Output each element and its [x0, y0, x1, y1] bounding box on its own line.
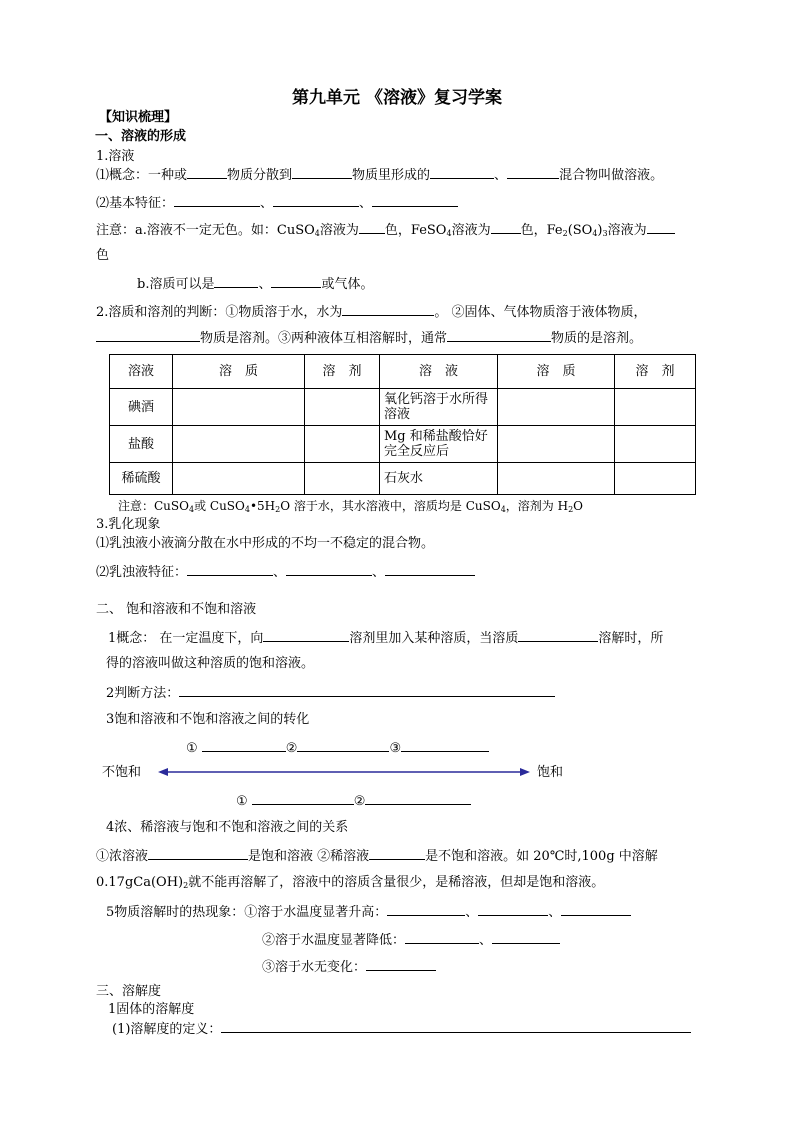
subscript: 4: [188, 505, 195, 514]
page-title: 第九单元 《溶液》复习学案: [292, 88, 502, 108]
table-cell-solution: 氧化钙溶于水所得溶液: [380, 389, 498, 426]
subscript: 4: [500, 505, 506, 514]
blank[interactable]: [263, 629, 349, 642]
section1-heading: 一、溶液的形成: [95, 129, 187, 144]
circled-number: ②: [285, 741, 298, 756]
table-cell-solution: 石灰水: [380, 463, 498, 495]
concept-text: 1概念： 在一定温度下，向: [108, 631, 264, 646]
note-text: 溶液为: [319, 223, 359, 238]
table-header: 溶 液: [380, 355, 498, 389]
emulsion-def: ⑴乳浊液小液滴分散在水中形成的不均一不稳定的混合物。: [96, 536, 435, 551]
note2-text: ，溶剂为 H: [505, 499, 569, 513]
blank[interactable]: [96, 329, 200, 342]
blank[interactable]: [518, 629, 598, 642]
blank[interactable]: [366, 958, 436, 971]
concept-text-a: ⑴概念：一种或: [96, 168, 188, 183]
blank[interactable]: [430, 166, 494, 179]
separator: 、: [372, 565, 386, 580]
table-cell-blank[interactable]: [498, 426, 615, 463]
blank[interactable]: [187, 166, 227, 179]
convert-bottom: [236, 792, 471, 810]
blank[interactable]: [385, 563, 475, 576]
table-cell-blank[interactable]: [305, 463, 380, 495]
table-cell-blank[interactable]: [615, 426, 696, 463]
table-cell-solution: 盐酸: [110, 426, 173, 463]
subscript: 4: [592, 229, 598, 238]
table-header-row: [110, 355, 696, 389]
blank[interactable]: [405, 931, 479, 944]
blank[interactable]: [372, 194, 458, 207]
features-line: [96, 194, 458, 212]
blank[interactable]: [273, 194, 359, 207]
separator: 、: [465, 905, 479, 920]
separator: 、: [273, 565, 287, 580]
blank[interactable]: [214, 275, 258, 288]
blank[interactable]: [148, 847, 248, 860]
relation-heading: 4浓、稀溶液与饱和不饱和溶液之间的关系: [106, 820, 349, 835]
judge-text: 。 ②固体、气体物质溶于液体物质，: [434, 305, 647, 320]
table-row: [110, 426, 696, 463]
blank[interactable]: [492, 931, 560, 944]
table-cell-blank[interactable]: [305, 389, 380, 426]
double-arrow-icon: [158, 766, 530, 778]
subscript: 2: [568, 505, 574, 514]
note2-text: O 溶于水，其水溶液中，溶质均是 CuSO: [280, 499, 501, 513]
heat-line-3: [262, 958, 436, 976]
subscript: 4: [314, 229, 320, 238]
blank[interactable]: [297, 739, 389, 752]
convert-top: [186, 739, 489, 757]
table-cell-blank[interactable]: [173, 463, 305, 495]
note-cuso4: [118, 498, 583, 518]
heat-line-1: [106, 903, 631, 921]
blank[interactable]: [647, 221, 675, 234]
features-label: ⑵基本特征：: [96, 196, 175, 211]
note-color-line: [96, 221, 675, 242]
blank[interactable]: [187, 563, 273, 576]
sub-emulsion: 3.乳化现象: [96, 517, 161, 532]
concept-text: 溶剂里加入某种溶质，当溶质: [349, 631, 519, 646]
table-cell-blank[interactable]: [615, 463, 696, 495]
table-header: 溶 质: [498, 355, 615, 389]
blank[interactable]: [447, 329, 551, 342]
sub-solution: 1.溶液: [96, 149, 135, 164]
judge-text: 2.溶质和溶剂的判断：①物质溶于水，水为: [96, 305, 343, 320]
blank[interactable]: [271, 275, 321, 288]
circled-number: ①: [236, 794, 248, 809]
heat-line-2: [262, 931, 560, 949]
circled-number: ②: [353, 794, 366, 809]
note-text: 溶液为: [607, 223, 647, 238]
relation-text: 是不饱和溶液。如 20℃时,100g 中溶解: [425, 849, 658, 864]
concept-text-d: 、: [494, 168, 508, 183]
blank[interactable]: [202, 739, 286, 752]
separator: 、: [548, 905, 562, 920]
note-b-line: [137, 275, 374, 293]
blank[interactable]: [286, 563, 372, 576]
circled-number: ①: [186, 741, 198, 756]
blank[interactable]: [221, 1020, 691, 1033]
separator: 、: [359, 196, 373, 211]
concept-text-c: 物质里形成的: [352, 168, 431, 183]
blank[interactable]: [365, 792, 471, 805]
relation-text: 是饱和溶液 ②稀溶液: [248, 849, 370, 864]
blank[interactable]: [491, 221, 521, 234]
subscript: 2: [183, 881, 189, 890]
note-text: (SO: [567, 223, 593, 238]
judge-label: 2判断方法：: [106, 686, 180, 701]
table-row: [110, 389, 696, 426]
table-cell-blank[interactable]: [498, 389, 615, 426]
table-cell-blank[interactable]: [615, 389, 696, 426]
table-cell-solution: 碘酒: [110, 389, 173, 426]
table-cell-solution: Mg 和稀盐酸恰好完全反应后: [380, 426, 498, 463]
section2-heading: 二、 饱和溶液和不饱和溶液: [96, 602, 257, 617]
note2-text: 注意：CuSO: [118, 499, 189, 513]
judge-line-1: [96, 303, 647, 321]
solubility-def: [112, 1020, 691, 1038]
table-header: 溶 剂: [305, 355, 380, 389]
judge-line-2: [96, 329, 642, 347]
note-color-wrap: 色: [96, 248, 110, 263]
emulsion-label: ⑵乳浊液特征：: [96, 565, 188, 580]
table-row: [110, 463, 696, 495]
relation-line-2: [96, 875, 604, 894]
table-header: 溶 质: [173, 355, 305, 389]
saturated-concept-1: [108, 629, 663, 647]
subscript: 2: [275, 505, 281, 514]
judge-text: 物质的是溶剂。: [551, 331, 643, 346]
blank[interactable]: [342, 303, 434, 316]
separator: 、: [260, 196, 274, 211]
table-header: 溶液: [110, 355, 173, 389]
table-cell-blank[interactable]: [173, 389, 305, 426]
blank[interactable]: [179, 684, 555, 697]
note2-text: 或 CuSO: [194, 499, 245, 513]
convert-heading: 3饱和溶液和不饱和溶液之间的转化: [106, 712, 310, 727]
table-cell-solution: 稀硫酸: [110, 463, 173, 495]
judge-text: 物质是溶剂。③两种液体互相溶解时，通常: [200, 331, 448, 346]
table-header: 溶 剂: [615, 355, 696, 389]
concept-text: 溶解时，所: [598, 631, 664, 646]
unsaturated-label: 不饱和: [102, 765, 142, 780]
note-text: 色，Fe: [520, 223, 563, 238]
section-knowledge: 【知识梳理】: [99, 110, 178, 125]
subscript: 4: [244, 505, 250, 514]
blank[interactable]: [359, 221, 385, 234]
subscript: 2: [562, 229, 568, 238]
judge-method: [106, 684, 555, 702]
concept-line: [96, 166, 663, 184]
table-cell-blank[interactable]: [173, 426, 305, 463]
table-cell-blank[interactable]: [498, 463, 615, 495]
subscript: 3: [602, 229, 608, 238]
section3-heading: 三、溶解度: [96, 984, 162, 999]
note-b-text: 或气体。: [321, 277, 374, 292]
blank[interactable]: [252, 792, 354, 805]
emulsion-features: [96, 563, 475, 581]
saturated-concept-2: 得的溶液叫做这种溶质的饱和溶液。: [106, 656, 315, 671]
relation-text: 就不能再溶解了，溶液中的溶质含量很少，是稀溶液，但却是饱和溶液。: [188, 875, 605, 890]
solid-solubility: 1固体的溶解度: [108, 1002, 195, 1017]
note2-text: O: [573, 499, 583, 513]
relation-text: ①浓溶液: [96, 849, 149, 864]
concept-text-b: 物质分散到: [227, 168, 293, 183]
subscript: 4: [446, 229, 452, 238]
relation-line-1: [96, 847, 658, 865]
saturated-label: 饱和: [537, 765, 564, 780]
blank[interactable]: [401, 739, 489, 752]
blank[interactable]: [478, 903, 548, 916]
heat-text: ③溶于水无变化：: [262, 960, 367, 975]
note-text: ): [597, 223, 603, 238]
separator: 、: [479, 933, 493, 948]
def-label: (1)溶解度的定义：: [112, 1022, 222, 1037]
note-text: 溶液为: [451, 223, 491, 238]
separator: 、: [258, 277, 272, 292]
note2-text: •5H: [249, 499, 276, 513]
heat-text: ②溶于水温度显著降低：: [262, 933, 406, 948]
note-text: 色，FeSO: [384, 223, 447, 238]
blank[interactable]: [561, 903, 631, 916]
heat-text: 5物质溶解时的热现象：①溶于水温度显著升高：: [106, 905, 388, 920]
concept-text-e: 混合物叫做溶液。: [559, 168, 664, 183]
table-cell-blank[interactable]: [305, 426, 380, 463]
blank[interactable]: [507, 166, 559, 179]
blank[interactable]: [292, 166, 352, 179]
blank[interactable]: [174, 194, 260, 207]
solute-solvent-table: [109, 354, 696, 495]
note-b-text: b.溶质可以是: [137, 277, 215, 292]
relation-text: 0.17gCa(OH): [96, 875, 184, 890]
blank[interactable]: [387, 903, 465, 916]
blank[interactable]: [369, 847, 425, 860]
circled-number: ③: [389, 741, 402, 756]
note-text: 注意：a.溶液不一定无色。如：CuSO: [96, 223, 315, 238]
